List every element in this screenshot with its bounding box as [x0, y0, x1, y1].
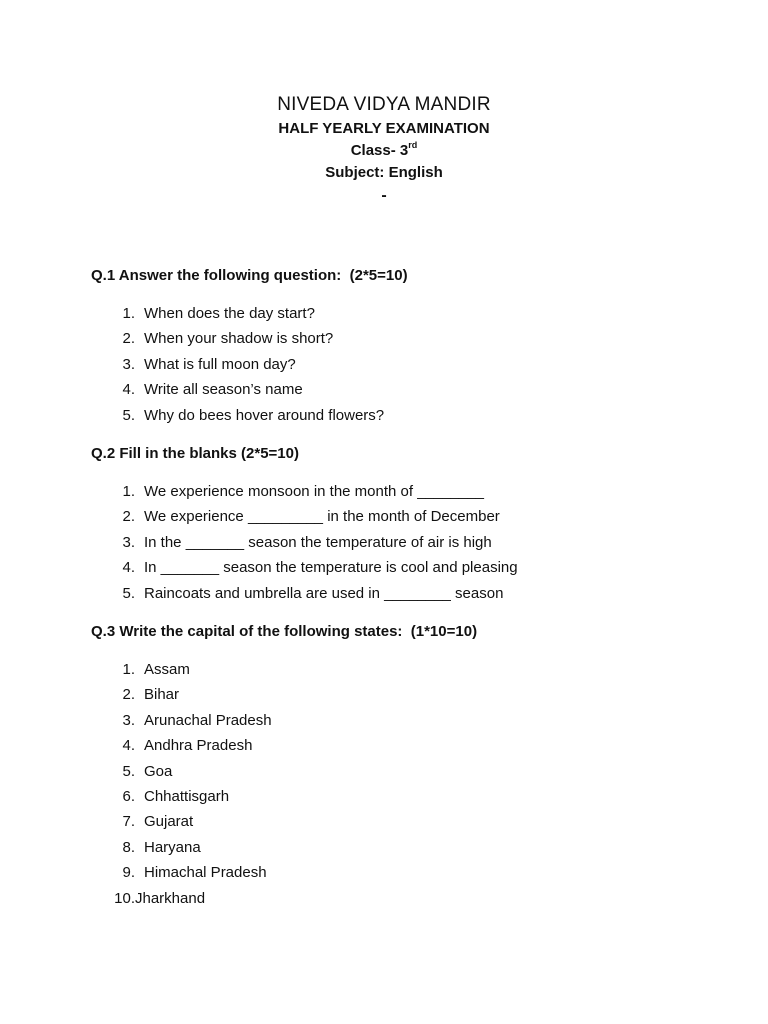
item-number: 10.	[114, 889, 135, 907]
question-1-section	[91, 265, 711, 428]
list-item	[91, 352, 711, 377]
list-item	[91, 809, 711, 834]
item-number: 4.	[122, 381, 135, 399]
item-number: 1.	[122, 661, 135, 678]
item-number: 4.	[122, 737, 135, 755]
header-dash: -	[381, 187, 387, 204]
question-3-list	[91, 657, 711, 911]
class-label: Class- 3	[350, 142, 409, 159]
item-text: We experience _________ in the month of December	[144, 508, 500, 526]
list-item	[91, 784, 711, 809]
item-text: Goa	[144, 762, 173, 780]
item-number: 2.	[122, 686, 135, 704]
question-3-heading: Q.3 Write the capital of the following states: (1*10=10)	[91, 623, 478, 640]
item-text: We experience monsoon in the month of ________	[144, 483, 484, 500]
exam-title: HALF YEARLY EXAMINATION	[278, 120, 490, 137]
item-number: 7.	[122, 813, 135, 831]
list-item	[91, 403, 711, 428]
list-item	[91, 530, 711, 555]
question-2-heading: Q.2 Fill in the blanks (2*5=10)	[91, 445, 299, 462]
list-item	[91, 708, 711, 733]
subject-line: Subject: English	[325, 164, 443, 181]
item-text: Assam	[144, 661, 190, 678]
list-item	[91, 326, 711, 351]
item-text: Raincoats and umbrella are used in ________ season	[144, 584, 504, 602]
question-1-heading: Q.1 Answer the following question: (2*5=10)	[91, 267, 408, 284]
item-text: Himachal Pradesh	[144, 864, 267, 882]
item-number: 1.	[122, 305, 135, 322]
item-text: Andhra Pradesh	[144, 737, 253, 755]
item-text: Haryana	[144, 838, 201, 856]
list-item	[91, 555, 711, 580]
item-text: Chhattisgarh	[144, 788, 230, 806]
item-text: Bihar	[144, 686, 180, 704]
item-text: When does the day start?	[144, 305, 315, 322]
list-item	[91, 377, 711, 402]
item-text: Jharkhand	[135, 889, 206, 907]
list-item	[91, 682, 711, 707]
item-number: 5.	[122, 762, 135, 780]
question-1-list	[91, 301, 711, 428]
school-name: NIVEDA VIDYA MANDIR	[277, 94, 491, 115]
exam-header	[0, 92, 768, 208]
class-line	[0, 140, 768, 162]
list-item	[91, 301, 711, 326]
list-item	[91, 860, 711, 885]
list-item	[91, 835, 711, 860]
item-number: 3.	[122, 355, 135, 373]
item-number: 3.	[122, 533, 135, 551]
item-text: In the _______ season the temperature of air is high	[144, 533, 492, 551]
item-text: What is full moon day?	[144, 355, 296, 373]
item-text: Gujarat	[144, 813, 194, 831]
item-text: Why do bees hover around flowers?	[144, 406, 385, 424]
list-item	[91, 733, 711, 758]
item-number: 2.	[122, 330, 135, 348]
item-text: Arunachal Pradesh	[144, 711, 272, 729]
item-number: 6.	[122, 788, 135, 806]
item-text: Write all season’s name	[144, 381, 303, 399]
item-text: When your shadow is short?	[144, 330, 334, 348]
list-item	[91, 759, 711, 784]
item-number: 1.	[122, 483, 135, 500]
item-number: 8.	[122, 838, 135, 856]
question-2-section	[91, 443, 711, 606]
item-number: 5.	[122, 584, 135, 602]
list-item	[91, 886, 711, 911]
list-item	[91, 657, 711, 682]
class-suffix: rd	[408, 140, 418, 150]
item-text: In _______ season the temperature is cool and pleasing	[144, 559, 518, 577]
item-number: 3.	[122, 711, 135, 729]
question-3-section	[91, 621, 711, 911]
item-number: 4.	[122, 559, 135, 577]
question-2-list	[91, 479, 711, 606]
item-number: 2.	[122, 508, 135, 526]
item-number: 5.	[122, 406, 135, 424]
list-item	[91, 504, 711, 529]
list-item	[91, 479, 711, 504]
list-item	[91, 581, 711, 606]
item-number: 9.	[122, 864, 135, 882]
